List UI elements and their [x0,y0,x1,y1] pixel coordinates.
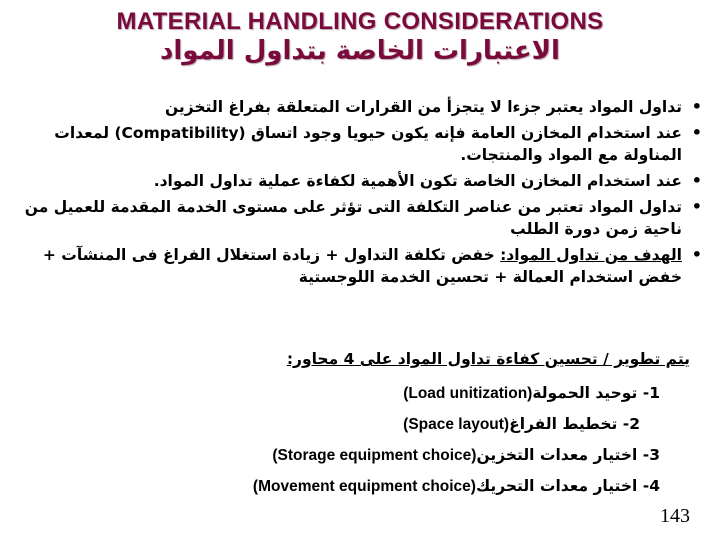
axis-arabic: تخطيط الفراغ [509,415,618,433]
bullet-list [14,96,704,292]
axis-item [120,471,660,502]
axis-item [120,440,660,471]
axis-english: (Storage equipment choice) [272,447,477,464]
slide-title-arabic: الاعتبارات الخاصة بتداول المواد [160,36,560,66]
axis-arabic: اختيار معدات التخزين [476,446,638,464]
axis-item [120,378,660,409]
goal-bullet [14,244,704,288]
axis-number: 1- [642,384,660,402]
axes-list [120,378,660,502]
axis-number: 4- [642,477,660,495]
bullet-item: • عند استخدام المخازن الخاصة تكون الأهمية لكفاءة عملية تداول المواد. [14,170,704,192]
goal-text: خفض تكلفة التداول + زيادة استغلال الفراغ فى المنشآت + خفض استخدام العمالة + تحسين الخدمة اللوجستية [42,246,682,286]
bullet-item: • عند استخدام المخازن العامة فإنه يكون حيويا وجود اتساق (Compatibility) لمعدات المناولة مع المواد والمنتجات. [14,122,704,166]
axis-number: 2- [622,415,640,433]
axis-number: 3- [642,446,660,464]
axis-arabic: توحيد الحمولة [532,384,638,402]
axis-item [120,409,640,440]
axes-heading: يتم تطوير / تحسين كفاءة تداول المواد على 4 محاور: [286,350,690,368]
slide-title-english: MATERIAL HANDLING CONSIDERATIONS [116,8,604,35]
goal-label: الهدف من تداول المواد: [500,246,682,264]
axis-english: (Load unitization) [403,385,533,402]
page-number: 143 [660,505,690,527]
axis-english: (Movement equipment choice) [252,478,476,495]
axis-english: (Space layout) [403,416,510,433]
bullet-item: • تداول المواد تعتبر من عناصر التكلفة التى تؤثر على مستوى الخدمة المقدمة للعميل من ناحية زمن دورة الطلب [14,196,704,240]
bullet-item: • تداول المواد يعتبر جزءا لا يتجزأ من القرارات المتعلقة بفراغ التخزين [14,96,704,118]
axis-arabic: اختيار معدات التحريك [475,477,638,495]
